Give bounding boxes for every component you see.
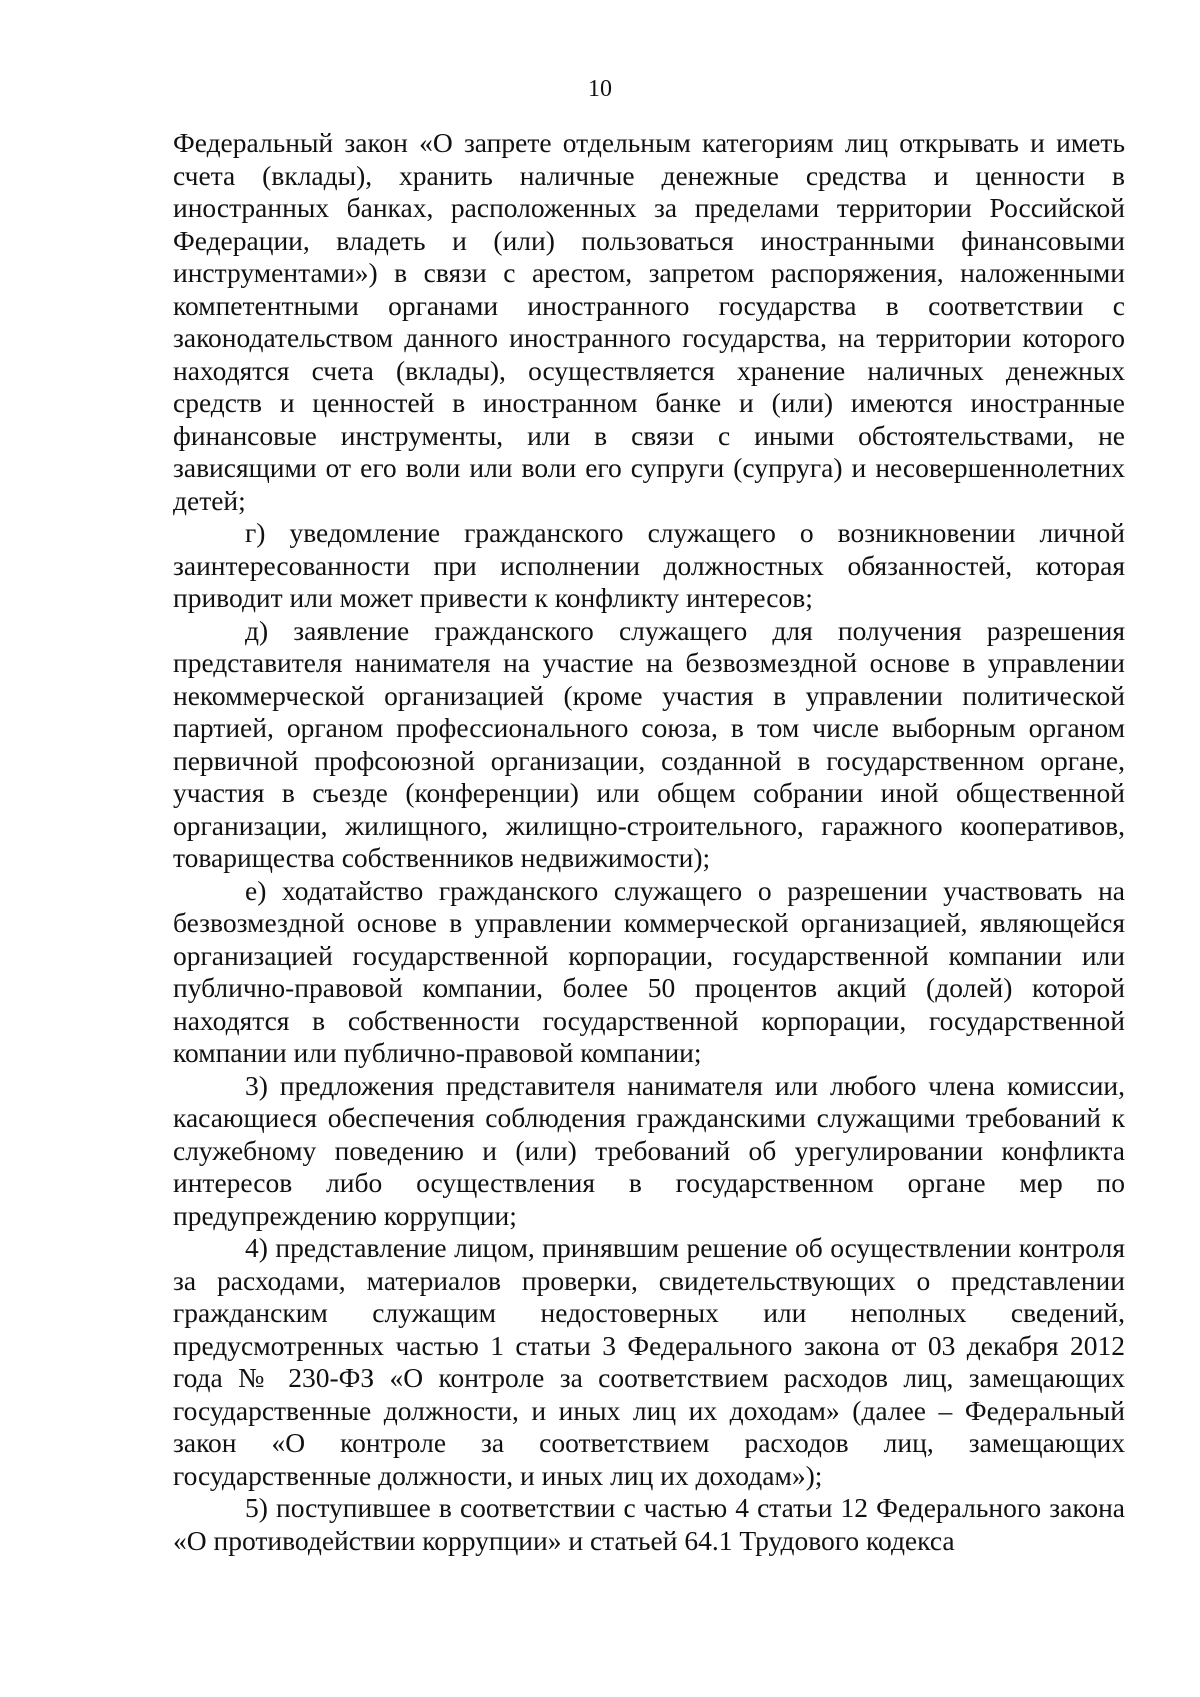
paragraph-item-e: е) ходатайство гражданского служащего о разрешении участвовать на безвозмездной основе в управлении коммерческой организацией, являющейся организацией государственной корпорации, государственной компании или публично-правовой компании, более 50 процентов акций (долей) которой находятся в собственности государственной корпорации, государственной компании или публично-правовой компании; (173, 874, 1125, 1068)
page-number: 10 (588, 76, 612, 102)
document-body (173, 127, 1125, 1557)
paragraph-item-g: г) уведомление гражданского служащего о возникновении личной заинтересованности при исполнении должностных обязанностей, которая приводит или может привести к конфликту интересов; (173, 517, 1125, 613)
paragraph-item-d: д) заявление гражданского служащего для получения разрешения представителя нанимателя на участие на безвозмездной основе в управлении некоммерческой организацией (кроме участия в управлении политической партией, органом профессионального союза, в том числе выборным органом первичной профсоюзной организации, созданной в государственном органе, участия в съезде (конференции) или общем собрании иной общественной организации, жилищного, жилищно-строительного, гаражного кооперативов, товарищества собственников недвижимости); (173, 614, 1125, 873)
paragraph-item-3: 3) предложения представителя нанимателя или любого члена комиссии, касающиеся обеспечения соблюдения гражданскими служащими требований к служебному поведению и (или) требований об урегулировании конфликта интересов либо осуществления в государственном органе мер по предупреждению коррупции; (173, 1069, 1125, 1231)
paragraph-item-4: 4) представление лицом, принявшим решение об осуществлении контроля за расходами, материалов проверки, свидетельствующих о представлении гражданским служащим недостоверных или неполных сведений, предусмотренных частью 1 статьи 3 Федерального закона от 03 декабря 2012 года № 230-ФЗ «О контроле за соответствием расходов лиц, замещающих государственные должности, и иных лиц их доходам» (далее – Федеральный закон «О контроле за соответствием расходов лиц, замещающих государственные должности, и иных лиц их доходам»); (173, 1232, 1125, 1491)
paragraph-continuation: Федеральный закон «О запрете отдельным категориям лиц открывать и иметь счета (вклады), хранить наличные денежные средства и ценности в иностранных банках, расположенных за пределами территории Российской Федерации, владеть и (или) пользоваться иностранными финансовыми инструментами») в связи с арестом, запретом распоряжения, наложенными компетентными органами иностранного государства в соответствии с законодательством данного иностранного государства, на территории которого находятся счета (вклады), осуществляется хранение наличных денежных средств и ценностей в иностранном банке и (или) имеются иностранные финансовые инструменты, или в связи с иными обстоятельствами, не зависящими от его воли или воли его супруги (супруга) и несовершеннолетних детей; (173, 127, 1125, 516)
paragraph-item-5: 5) поступившее в соответствии с частью 4 статьи 12 Федерального закона «О противодействии коррупции» и статьей 64.1 Трудового кодекса (173, 1492, 1125, 1556)
